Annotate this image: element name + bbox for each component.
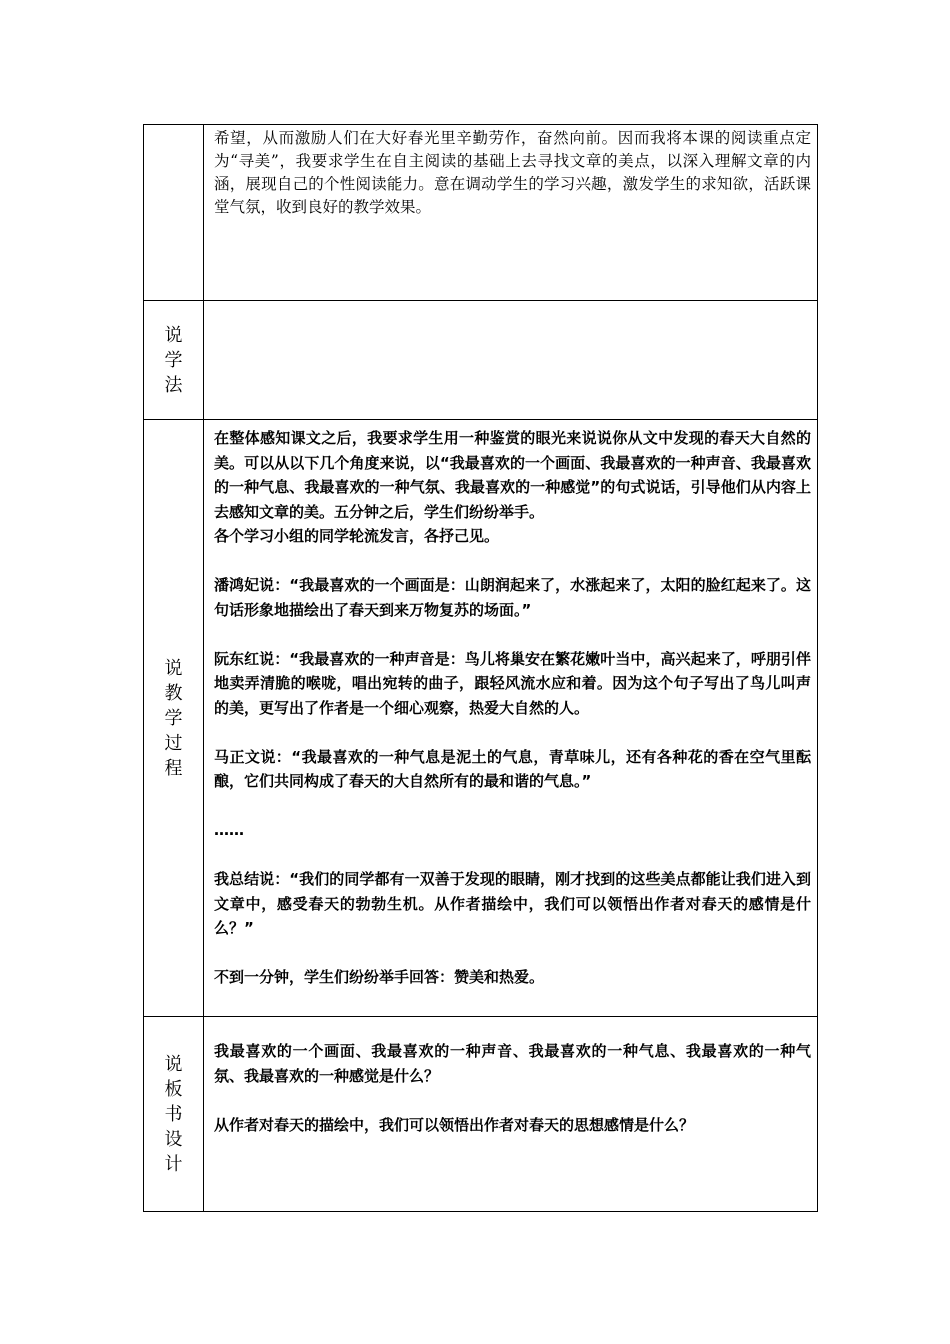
table-row-board-design [144,1017,818,1212]
paragraph-student-1: 潘鸿妃说：“我最喜欢的一个画面是：山朗润起来了，水涨起来了，太阳的脸红起来了。这句话形象地描绘出了春天到来万物复苏的场面。” [214,576,811,619]
row-label-learning-method [144,301,204,420]
row-content-learning-method [204,301,818,420]
row-content-continuation [204,125,818,301]
row-label-teaching-process [144,420,204,1017]
table-row-learning-method [144,301,818,420]
lesson-plan-table [143,124,818,1212]
row-label: 说教学过程 [164,657,183,779]
paragraph: 希望，从而激励人们在大好春光里辛勤劳作，奋然向前。因而我将本课的阅读重点定为“寻美”，我要求学生在自主阅读的基础上去寻找文章的美点，以深入理解文章的内涵，展现自己的个性阅读能力。意在调动学生的学习兴趣，激发学生的求知欲，活跃课堂气氛，收到良好的教学效果。 [214,129,811,216]
paragraph-intro: 在整体感知课文之后，我要求学生用一种鉴赏的眼光来说说你从文中发现的春天大自然的美。可以从以下几个角度来说，以“我最喜欢的一个画面、我最喜欢的一种声音、我最喜欢的一种气息、我最喜欢的一种气氛、我最喜欢的一种感觉”的句式说话，引导他们从内容上去感知文章的美。五分钟之后，学生们纷纷举手。 [214,429,811,521]
row-content-teaching-process [204,420,818,1017]
paragraph-student-2: 阮东红说：“我最喜欢的一种声音是：鸟儿将巢安在繁花嫩叶当中，高兴起来了，呼朋引伴地卖弄清脆的喉咙，唱出宛转的曲子，跟轻风流水应和着。因为这个句子写出了鸟儿叫声的美，更写出了作者是一个细心观察，热爱大自然的人。 [214,649,811,717]
paragraph-board-1: 我最喜欢的一个画面、我最喜欢的一种声音、我最喜欢的一种气息、我最喜欢的一种气氛、我最喜欢的一种感觉是什么？ [214,1042,811,1085]
paragraph-answer: 不到一分钟，学生们纷纷举手回答：赞美和热爱。 [214,968,545,986]
row-label-board-design [144,1017,204,1212]
row-label: 说学法 [164,324,183,396]
paragraph-ellipsis: …… [214,821,244,839]
paragraph-summary: 我总结说：“我们的同学都有一双善于发现的眼睛，刚才找到的这些美点都能让我们进入到文章中，感受春天的勃勃生机。从作者描绘中，我们可以领悟出作者对春天的感情是什么？” [214,870,811,937]
row-content-board-design [204,1017,818,1212]
table-row-teaching-process [144,420,818,1017]
paragraph-board-2: 从作者对春天的描绘中，我们可以领悟出作者对春天的思想感情是什么？ [214,1115,695,1134]
table-row-continuation [144,125,818,301]
paragraph-groups: 各个学习小组的同学轮流发言，各抒己见。 [214,527,500,545]
row-label-empty [144,125,204,301]
row-label: 说板书设计 [164,1053,183,1175]
paragraph-student-3: 马正文说：“我最喜欢的一种气息是泥土的气息，青草味儿，还有各种花的香在空气里酝酿，它们共同构成了春天的大自然所有的最和谐的气息。” [214,747,811,790]
